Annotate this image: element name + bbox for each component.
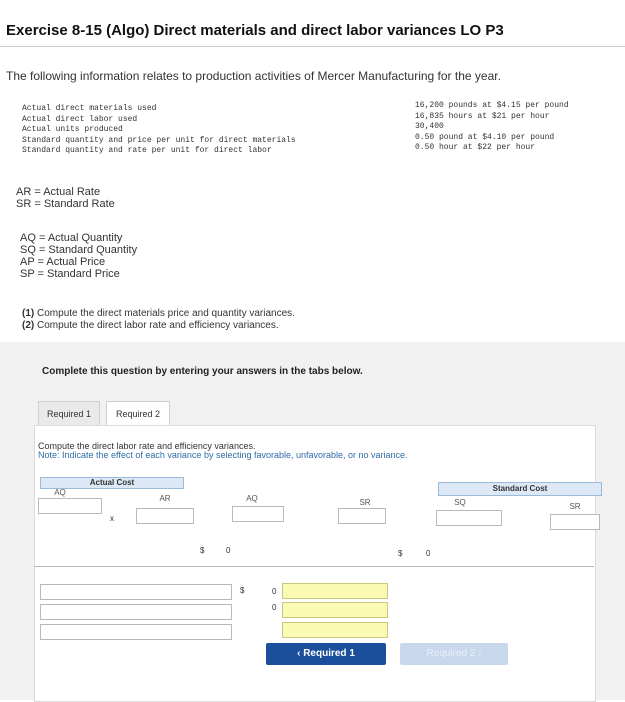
info-label: Actual direct materials used: [22, 104, 157, 113]
efficiency-variance-select[interactable]: [282, 602, 388, 618]
definition: AR = Actual Rate: [16, 186, 101, 198]
aq-input[interactable]: [38, 498, 102, 514]
aq-label: AQ: [54, 488, 66, 497]
sr-input[interactable]: [338, 508, 386, 524]
note-text: Note: Indicate the effect of each variance by selecting favorable, unfavorable, or no variance.: [38, 450, 408, 460]
definition: SR = Standard Rate: [16, 198, 115, 210]
definition: AP = Actual Price: [20, 256, 106, 268]
aq-input-2[interactable]: [232, 506, 284, 522]
sr-label: SR: [359, 498, 371, 507]
ar-input[interactable]: [136, 508, 194, 524]
ar-label: AR: [159, 494, 171, 503]
total-variance-input[interactable]: [40, 624, 232, 640]
definition: AQ = Actual Quantity: [20, 232, 123, 244]
sq-label: SQ: [454, 498, 466, 507]
sr-label-2: SR: [569, 502, 581, 511]
requirements: [22, 308, 295, 332]
rate-variance-select[interactable]: [282, 583, 388, 599]
panel-title: Complete this question by entering your answers in the tabs below.: [42, 366, 363, 377]
prev-required-button[interactable]: ‹ Required 1: [266, 643, 386, 665]
row-divider: [34, 566, 594, 567]
requirement-1: (1) Compute the direct materials price and quantity variances.: [22, 308, 295, 319]
tab-required-1[interactable]: Required 1: [38, 401, 100, 426]
info-label: Actual direct labor used: [22, 114, 138, 124]
instruction-text: Compute the direct labor rate and efficiency variances.: [38, 441, 256, 451]
info-value: 16,835 hours at $21 per hour: [415, 111, 550, 121]
next-required-button[interactable]: Required 2 ›: [400, 643, 508, 665]
rate-variance-value: 0: [272, 587, 277, 596]
currency-symbol: $: [200, 546, 205, 555]
info-label: Actual units produced: [22, 125, 123, 134]
total-variance-select[interactable]: [282, 622, 388, 638]
definition: SP = Standard Price: [20, 268, 120, 280]
divider: [0, 46, 625, 47]
currency-symbol-2: $: [398, 549, 403, 558]
definitions-quantities: [20, 232, 137, 280]
sq-input[interactable]: [436, 510, 502, 526]
times-symbol: x: [110, 514, 114, 523]
exercise-title: Exercise 8-15 (Algo) Direct materials and direct labor variances LO P3: [6, 22, 504, 39]
info-label: Standard quantity and price per unit for direct materials: [22, 135, 296, 145]
info-value: 16,200 pounds at $4.15 per pound: [415, 101, 569, 110]
info-value: 0.50 pound at $4.10 per pound: [415, 132, 555, 142]
efficiency-variance-value: 0: [272, 603, 277, 612]
actual-cost-header: Actual Cost: [40, 477, 184, 489]
info-values: [415, 101, 569, 154]
info-value: 0.50 hour at $22 per hour: [415, 143, 536, 152]
instructions: [38, 442, 408, 460]
tab-required-2[interactable]: Required 2: [106, 401, 170, 426]
standard-cost-total: 0: [426, 549, 431, 558]
sr-input-2[interactable]: [550, 514, 600, 530]
actual-cost-total: 0: [226, 546, 231, 555]
requirement-2: (2) Compute the direct labor rate and efficiency variances.: [22, 320, 279, 331]
definition: SQ = Standard Quantity: [20, 244, 138, 256]
aq-label-2: AQ: [246, 494, 258, 503]
info-value: 30,400: [415, 122, 444, 131]
info-labels: [22, 104, 296, 157]
currency-symbol-3: $: [240, 586, 245, 595]
definitions-rates: [16, 186, 115, 210]
intro-text: The following information relates to production activities of Mercer Manufacturing for the year.: [6, 69, 501, 83]
variance-amount-input-1[interactable]: [40, 584, 232, 600]
variance-amount-input-2[interactable]: [40, 604, 232, 620]
info-label: Standard quantity and rate per unit for direct labor: [22, 146, 272, 155]
standard-cost-header: Standard Cost: [438, 482, 602, 496]
